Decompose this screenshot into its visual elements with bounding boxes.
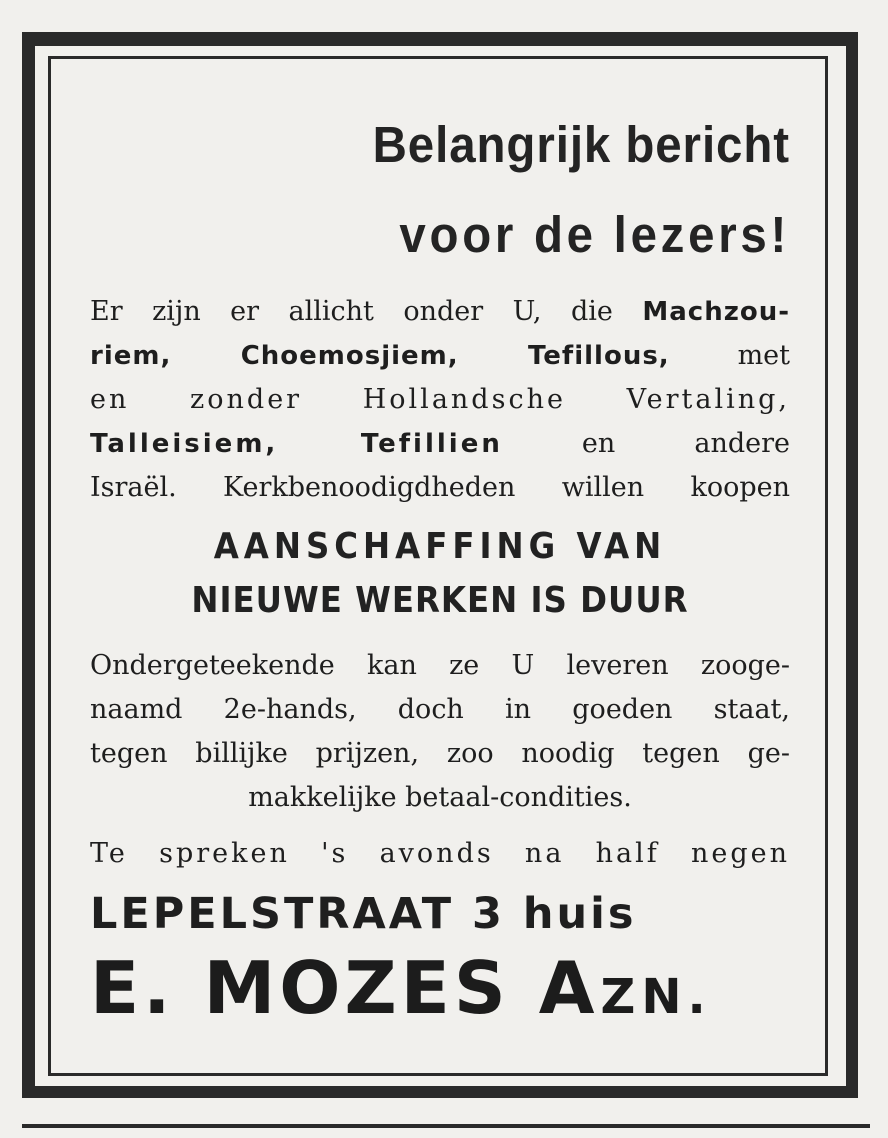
notice-heading <box>90 520 790 628</box>
intro-paragraph <box>90 290 790 510</box>
intro-line-1: Er zijn er allicht onder U, die Machzou- <box>90 296 790 327</box>
intro-line-3: en zonder Hollandsche Vertaling, <box>90 384 790 415</box>
bottom-rule <box>22 1124 870 1128</box>
offer-paragraph <box>90 644 790 820</box>
headline <box>139 100 790 280</box>
item-talleisiem: Talleisiem, Tefillien <box>90 429 503 459</box>
contact-hours: Te spreken 's avonds na half negen <box>90 838 790 869</box>
address: LEPELSTRAAT 3 huis <box>90 889 637 939</box>
intro-line-2: riem, Choemosjiem, Tefillous, met <box>90 340 791 371</box>
headline-line-2: voor de lezers! <box>399 206 790 263</box>
intro-line-4: Talleisiem, Tefillien en andere <box>90 428 790 459</box>
headline-line-1: Belangrijk bericht <box>372 116 790 173</box>
item-machzouriem: Machzou- <box>642 297 790 327</box>
intro-line-5: Israël. Kerkbenoodigdheden willen koopen <box>90 472 790 503</box>
offer-line-1: Ondergeteekende kan ze U leveren zooge- <box>90 650 790 681</box>
item-list-bold: riem, Choemosjiem, Tefillous, <box>90 341 670 371</box>
advertisement <box>90 100 790 1039</box>
notice-line-2: NIEUWE WERKEN IS DUUR <box>191 580 689 621</box>
notice-line-1: AANSCHAFFING VAN <box>213 526 667 567</box>
offer-line-4: makkelijke betaal-condities. <box>248 782 632 813</box>
offer-line-3: tegen billijke prijzen, zoo noodig tegen ge- <box>90 738 790 769</box>
offer-line-2: naamd 2e-hands, doch in goeden staat, <box>90 694 790 725</box>
advertiser-name: E. MOZES AZN. <box>90 946 712 1030</box>
